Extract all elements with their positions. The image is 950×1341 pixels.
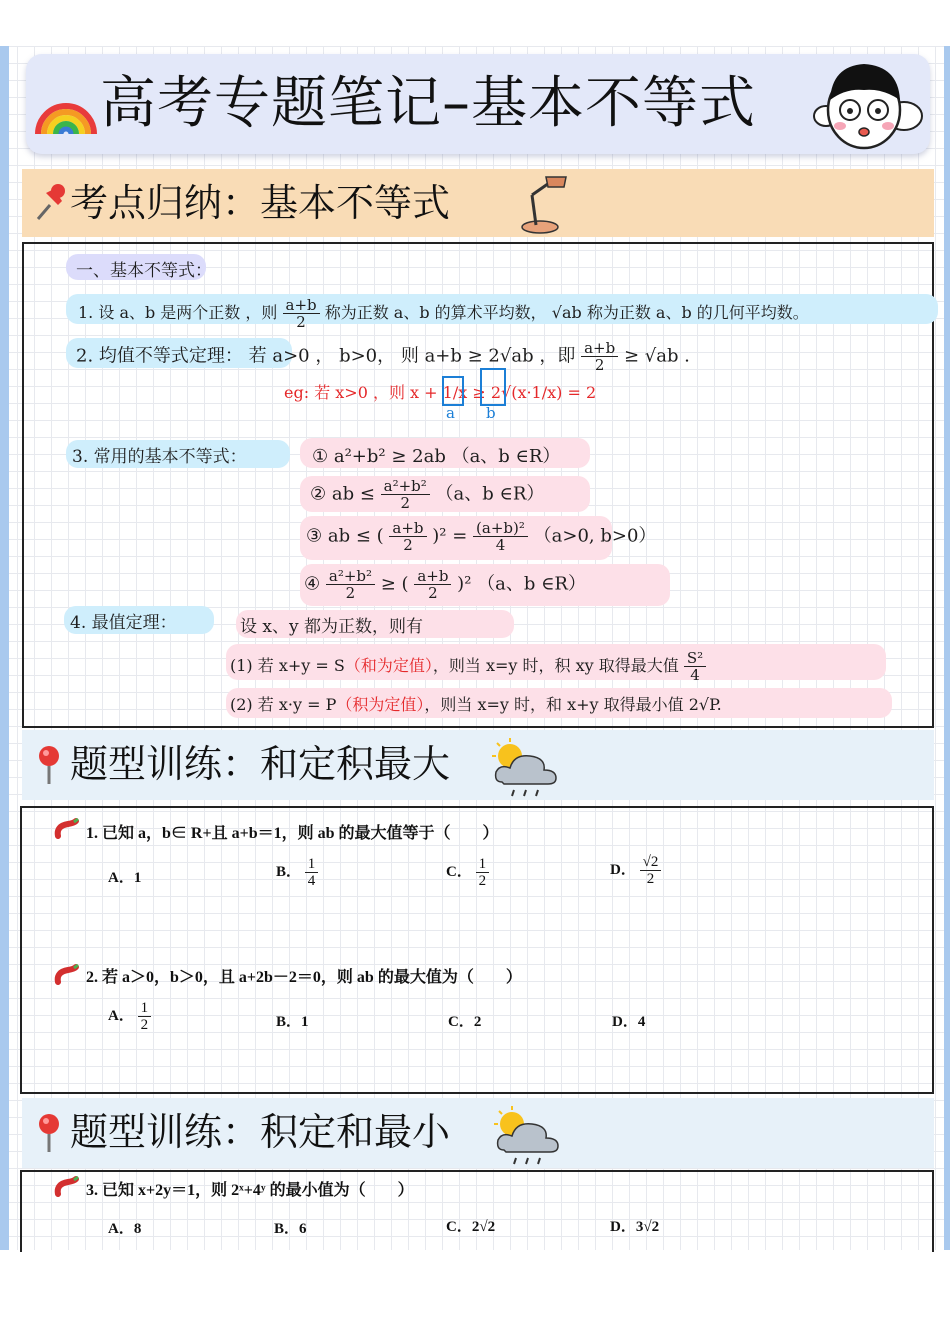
- formula-text: ② ab ≤: [310, 483, 375, 505]
- note-line-4: 设 x、y 都为正数，则有: [240, 617, 423, 637]
- note-text: ≥ √ab .: [623, 345, 690, 367]
- fraction: [414, 568, 451, 601]
- fraction-numerator: 1: [305, 856, 319, 873]
- formula-4: [304, 568, 586, 601]
- fraction: [476, 856, 490, 889]
- example-box-a: [442, 376, 464, 406]
- fraction: [326, 568, 375, 601]
- heading-basic-inequality: 一、基本不等式：: [76, 261, 212, 281]
- fraction-denominator: 2: [594, 356, 605, 374]
- section-title: 题型训练：和定积最大: [70, 742, 451, 786]
- rainbow-icon: [34, 74, 98, 136]
- note-text: 称为正数 a、b 的算术平均数，: [324, 303, 547, 322]
- fraction-denominator: 4: [495, 536, 506, 554]
- right-frame-border: [944, 46, 950, 1250]
- fraction-denominator: 4: [690, 666, 700, 684]
- formula-3: [306, 520, 656, 553]
- desk-lamp-icon: [518, 171, 570, 235]
- option-B[interactable]: B．6: [274, 1221, 307, 1237]
- fraction-denominator: 2: [345, 584, 356, 602]
- fraction: [473, 520, 528, 553]
- question-box-1: [20, 806, 934, 1094]
- example-box-b: [480, 368, 506, 406]
- fraction-denominator: 4: [307, 873, 316, 889]
- fraction-denominator: 2: [403, 536, 413, 554]
- location-pin-icon: [34, 1112, 64, 1154]
- chili-pepper-icon: [54, 818, 80, 840]
- theorem-line-1: [230, 650, 706, 683]
- note-text: √ab 称为正数 a、b 的几何平均数。: [551, 303, 809, 322]
- fraction-denominator: 2: [400, 494, 410, 512]
- section-header-key-points: [22, 169, 934, 237]
- theorem-note-red: （积为定值）: [336, 695, 425, 714]
- fraction: [684, 650, 706, 683]
- location-pin-icon: [34, 744, 64, 786]
- fraction-numerator: a+b: [389, 520, 426, 537]
- formula-2: [310, 478, 544, 511]
- cartoon-face-icon: [812, 58, 924, 152]
- sun-cloud-rain-icon: [486, 1104, 566, 1168]
- option-C[interactable]: C．2√2: [446, 1219, 496, 1235]
- fraction-numerator: a+b: [581, 340, 618, 357]
- option-B[interactable]: [276, 856, 318, 889]
- option-D[interactable]: D．3√2: [610, 1219, 660, 1235]
- sun-cloud-rain-icon: [484, 736, 564, 800]
- formula-1: ① a²+b² ≥ 2ab （a、b ∈R）: [312, 446, 561, 467]
- chili-pepper-icon: [54, 964, 80, 986]
- heading-common-inequalities: 3. 常用的基本不等式：: [72, 447, 247, 467]
- fraction: [640, 854, 662, 887]
- theorem-text: (1) 若 x+y = S: [230, 656, 345, 675]
- heading-extremum-theorem: 4. 最值定理：: [70, 613, 177, 633]
- formula-text: （a、b ∈R）: [435, 483, 545, 505]
- formula-text: ≥ (: [380, 573, 409, 595]
- question-3-stem: 3. 已知 x+2y＝1，则 2ˣ+4ʸ 的最小值为（ ）: [86, 1182, 414, 1199]
- section-header-sum-fixed: [22, 730, 934, 800]
- fraction: [581, 340, 618, 373]
- fraction-numerator: a+b: [414, 568, 451, 585]
- theorem-text: (2) 若 x·y = P: [230, 695, 337, 714]
- theorem-line-2: [230, 692, 722, 715]
- formula-text: ③ ab ≤ (: [306, 525, 384, 547]
- section-header-product-fixed: [22, 1098, 934, 1168]
- fraction-numerator: 1: [138, 1000, 152, 1017]
- left-frame-border: [0, 46, 9, 1250]
- note-text: 1. 设 a、b 是两个正数 ，则: [78, 303, 278, 322]
- note-text: 若 a>0 ， b>0， 则 a+b ≥ 2√ab ，即: [248, 345, 576, 367]
- option-A[interactable]: A．8: [108, 1221, 142, 1237]
- question-2-stem: 2. 若 a＞0，b＞0，且 a+2b－2＝0，则 ab 的最大值为（ ）: [86, 969, 522, 986]
- section-title: 考点归纳：基本不等式: [70, 181, 451, 225]
- option-label: B．: [276, 863, 302, 880]
- page-title: 高考专题笔记–基本不等式: [100, 71, 756, 136]
- option-label: A．: [108, 1007, 134, 1024]
- option-C[interactable]: C．2: [448, 1014, 482, 1030]
- option-B[interactable]: B．1: [276, 1014, 309, 1030]
- theorem-text: ，则当 x=y 时，积 xy 取得最大值: [432, 656, 679, 675]
- fraction: [381, 478, 430, 511]
- pushpin-icon: [32, 183, 68, 223]
- formula-text: （a>0, b>0）: [533, 525, 657, 547]
- option-label: D．: [610, 861, 636, 878]
- fraction-numerator: 1: [476, 856, 490, 873]
- option-D[interactable]: [610, 854, 661, 887]
- option-label: C．: [446, 863, 472, 880]
- fraction-numerator: a+b: [283, 297, 320, 314]
- fraction-numerator: √2: [640, 854, 662, 871]
- formula-text: )² =: [432, 525, 468, 547]
- question-1-stem: 1. 已知 a，b∈ R+且 a+b＝1，则 ab 的最大值等于（ ）: [86, 825, 499, 842]
- fraction-numerator: a²+b²: [326, 568, 375, 585]
- fraction: [138, 1000, 152, 1033]
- fraction-denominator: 2: [296, 313, 306, 331]
- note-line-1: [78, 297, 809, 330]
- example-label-b: b: [486, 404, 496, 422]
- heading-mean-inequality: 2. 均值不等式定理：: [76, 345, 243, 367]
- formula-text: ④: [304, 573, 321, 595]
- option-A[interactable]: A．1: [108, 870, 142, 886]
- fraction-denominator: 2: [428, 584, 438, 602]
- example-label-a: a: [446, 404, 455, 422]
- chili-pepper-icon: [54, 1176, 80, 1198]
- fraction-numerator: S²: [684, 650, 706, 667]
- example-line: eg: 若 x>0 ，则 x + 1/x ≥ 2√(x·1/x) = 2: [284, 383, 597, 402]
- option-D[interactable]: D．4: [612, 1014, 646, 1030]
- theorem-text: ，则当 x=y 时，和 x+y 取得最小值 2√P.: [424, 695, 722, 714]
- section-title: 题型训练：积定和最小: [70, 1110, 451, 1154]
- fraction-denominator: 2: [646, 871, 655, 887]
- theorem-note-red: （和为定值）: [344, 656, 433, 675]
- fraction-numerator: (a+b)²: [473, 520, 528, 537]
- fraction: [283, 297, 320, 330]
- note-line-2: [76, 340, 690, 373]
- option-C[interactable]: [446, 856, 489, 889]
- fraction-denominator: 2: [478, 873, 487, 889]
- fraction-denominator: 2: [140, 1017, 149, 1033]
- formula-text: )² （a、b ∈R）: [457, 573, 586, 595]
- fraction: [305, 856, 319, 889]
- fraction: [389, 520, 426, 553]
- option-A[interactable]: [108, 1000, 151, 1033]
- fraction-numerator: a²+b²: [381, 478, 430, 495]
